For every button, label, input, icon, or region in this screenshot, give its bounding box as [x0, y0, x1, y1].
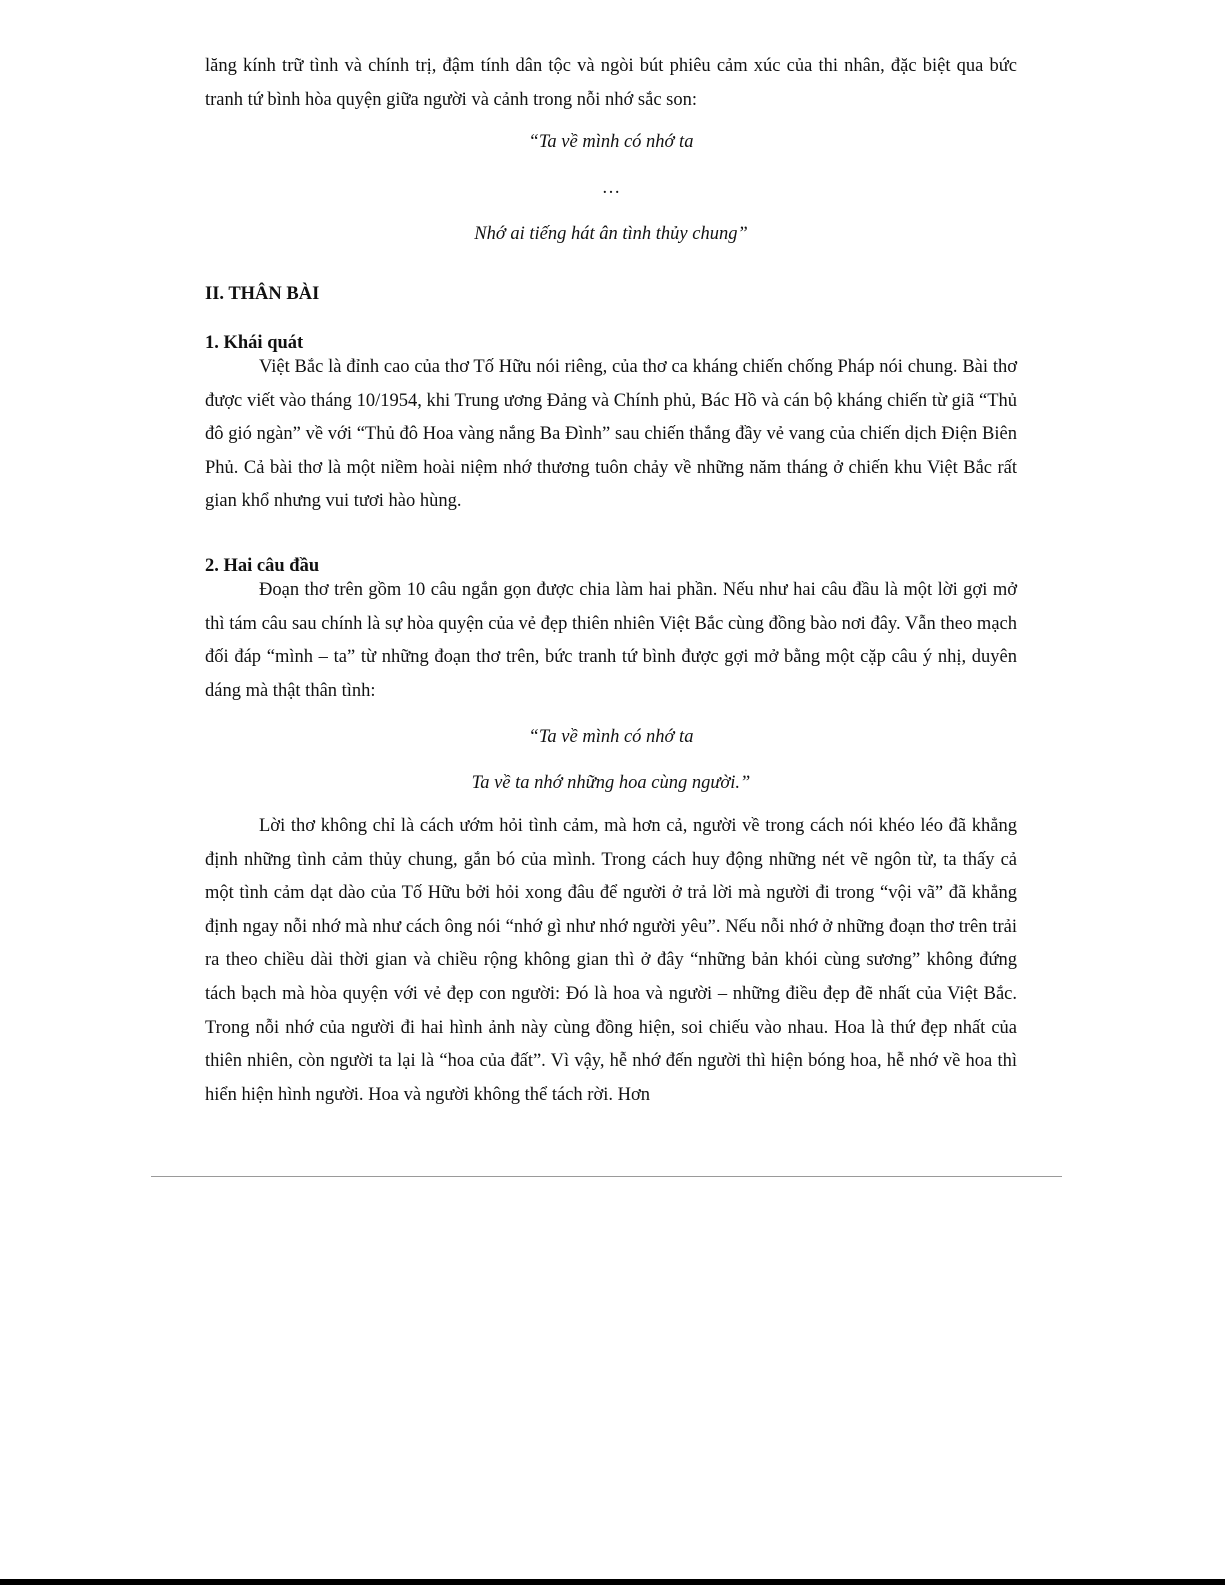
paragraph-overview: Việt Bắc là đỉnh cao của thơ Tố Hữu nói riêng, của thơ ca kháng chiến chống Pháp nói chung. Bài thơ được viết vào tháng 10/1954, khi Trung ương Đảng và Chính phủ, Bác Hồ và cán bộ kháng chiến từ giã “Thủ đô gió ngàn” về với “Thủ đô Hoa vàng nắng Ba Đình” sau chiến thắng đầy vẻ vang của chiến dịch Điện Biên Phủ. Cả bài thơ là một niềm hoài niệm nhớ thương tuôn chảy về những năm tháng ở chiến khu Việt Bắc rất gian khổ nhưng vui tươi hào hùng. [205, 357, 1017, 512]
paragraph-analysis: Lời thơ không chỉ là cách ướm hỏi tình cảm, mà hơn cả, người về trong cách nói khéo léo đã khẳng định những tình cảm thủy chung, gắn bó của mình. Trong cách huy động những nét vẽ ngôn từ, ta thấy cả một tình cảm dạt dào của Tố Hữu bởi hỏi xong đâu để người ở trả lời mà người đi trong “vội vã” đã khẳng định ngay nỗi nhớ mà như cách ông nói “nhớ gì như nhớ người yêu”. Nếu nỗi nhớ ở những đoạn thơ trên trải ra theo chiều dài thời gian và chiều rộng không gian thì ở đây “những bản khói cùng sương” không đứng tách bạch mà hòa quyện với vẻ đẹp con người: Đó là hoa và người – những điều đẹp đẽ nhất của Việt Bắc. Trong nỗi nhớ của người đi hai hình ảnh này cùng đồng hiện, soi chiếu vào nhau. Hoa là thứ đẹp nhất của thiên nhiên, còn người ta lại là “hoa của đất”. Vì vậy, hễ nhớ đến người thì hiện bóng hoa, hễ nhớ về hoa thì hiển hiện hình người. Hoa và người không thể tách rời. Hơn [205, 816, 1017, 1105]
intro-paragraph: lăng kính trữ tình và chính trị, đậm tính dân tộc và ngòi bút phiêu cảm xúc của thi nhân, đặc biệt qua bức tranh tứ bình hòa quyện giữa người và cảnh trong nỗi nhớ sắc son: [205, 56, 1017, 110]
quote1-line1: “Ta về mình có nhớ ta [528, 132, 694, 152]
page-divider [151, 1176, 1062, 1177]
section-heading: II. THÂN BÀI [205, 284, 320, 305]
quote1-line2: Nhớ ai tiếng hát ân tình thủy chung” [474, 224, 748, 244]
subheading-overview: 1. Khái quát [205, 332, 304, 353]
quote1-ellipsis: … [601, 178, 621, 198]
quote2-line2: Ta về ta nhớ những hoa cùng người.” [471, 773, 751, 793]
paragraph-first-two-lines: Đoạn thơ trên gồm 10 câu ngắn gọn được chia làm hai phần. Nếu như hai câu đầu là một lời gợi mở thì tám câu sau chính là sự hòa quyện của vẻ đẹp thiên nhiên Việt Bắc cùng đồng bào nơi đây. Vẫn theo mạch đối đáp “mình – ta” từ những đoạn thơ trên, bức tranh tứ bình được gợi mở bằng một cặp câu ý nhị, duyên dáng mà thật thân tình: [205, 580, 1017, 701]
subheading-first-two-lines: 2. Hai câu đầu [205, 555, 320, 576]
bottom-border [0, 1579, 1225, 1585]
quote2-line1: “Ta về mình có nhớ ta [528, 727, 694, 747]
